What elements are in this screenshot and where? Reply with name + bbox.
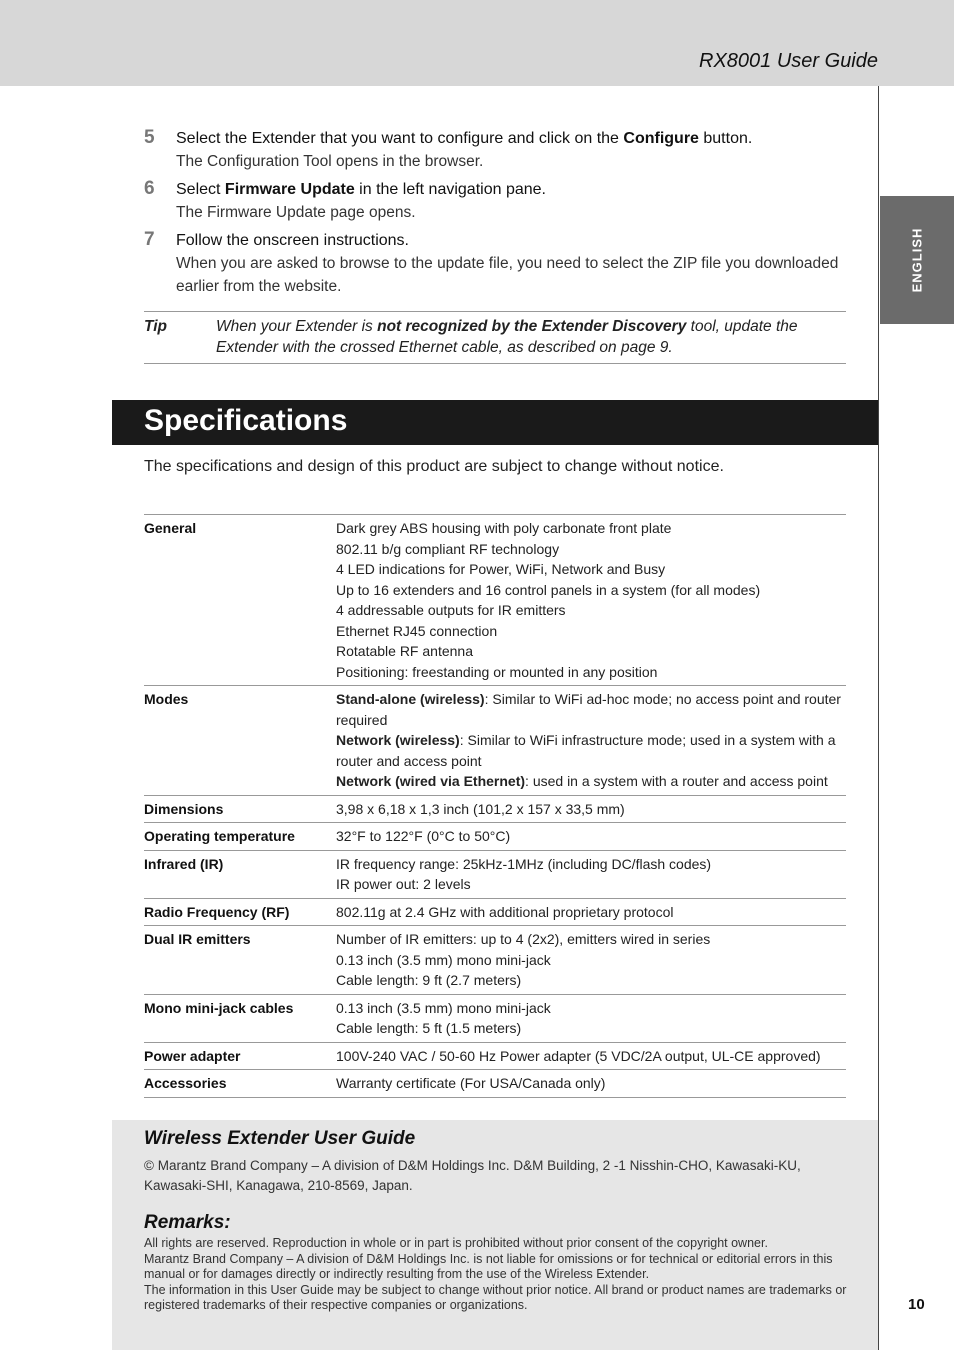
spec-row	[144, 686, 846, 796]
tip-text: When your Extender is not recognized by the Extender Discovery tool, update the Extender with the crossed Ethernet cable, as described on page 9.	[216, 318, 798, 356]
spec-key: Dimensions	[144, 795, 336, 823]
spec-line: Stand-alone (wireless): Similar to WiFi ad-hoc mode; no access point and router required	[336, 691, 841, 728]
step-5	[144, 128, 846, 173]
spec-value	[336, 1042, 846, 1070]
header-bar	[0, 0, 954, 86]
spec-line: IR frequency range: 25kHz-1MHz (including DC/flash codes)	[336, 855, 712, 872]
spec-line: 4 addressable outputs for IR emitters	[336, 602, 566, 618]
spec-row	[144, 994, 846, 1042]
step-result: The Configuration Tool opens in the browser.	[176, 153, 484, 170]
footer-heading: Wireless Extender User Guide	[144, 1128, 416, 1149]
spec-line: 4 LED indications for Power, WiFi, Network and Busy	[336, 561, 666, 577]
section-banner	[112, 400, 878, 445]
remarks-text: All rights are reserved. Reproduction in whole or in part is prohibited without prior consent of the copyright owner. Marantz Brand Company – A division of D&M Holdings Inc. is not liable for omissions or for technical or editorial errors in this manual or for damages directly or indirectly resulting from the use of the Wireless Extender. The information in this User Guide may be subject to change without prior notice. All brand or product names are trademarks or registered trademarks of their respective companies or organizations.	[144, 1236, 847, 1312]
guide-title: RX8001 User Guide	[699, 50, 878, 72]
spec-value	[336, 898, 846, 926]
spec-line: Positioning: freestanding or mounted in any position	[336, 663, 658, 680]
step-7	[144, 230, 846, 298]
language-tab	[880, 196, 954, 324]
spec-key: Power adapter	[144, 1042, 336, 1070]
step-instruction: Select the Extender that you want to configure and click on the Configure button.	[176, 130, 753, 147]
spec-key: Modes	[144, 686, 336, 796]
spec-value	[336, 1070, 846, 1098]
spec-row	[144, 1042, 846, 1070]
step-instruction: Follow the onscreen instructions.	[176, 232, 409, 249]
spec-line: IR power out: 2 levels	[336, 876, 471, 892]
section-title: Specifications	[144, 404, 348, 437]
specs-notice: The specifications and design of this product are subject to change without notice.	[144, 458, 724, 475]
spec-row	[144, 898, 846, 926]
margin-rule	[878, 86, 879, 1350]
spec-line: 100V-240 VAC / 50-60 Hz Power adapter (5 VDC/2A output, UL-CE approved)	[336, 1047, 821, 1064]
spec-line: Network (wired via Ethernet): used in a system with a router and access point	[336, 773, 828, 789]
spec-key: Infrared (IR)	[144, 850, 336, 898]
spec-line: Number of IR emitters: up to 4 (2x2), emitters wired in series	[336, 931, 711, 947]
copyright-text: © Marantz Brand Company – A division of D&M Holdings Inc. D&M Building, 2 -1 Nisshin-CHO, Kawasaki-KU, Kawasaki-SHI, Kanagawa, 210-8569, Japan.	[144, 1158, 801, 1193]
spec-value	[336, 994, 846, 1042]
specs-table	[144, 514, 846, 1098]
spec-key: Accessories	[144, 1070, 336, 1098]
step-result: When you are asked to browse to the update file, you need to select the ZIP file you downloaded earlier from the website.	[176, 255, 839, 295]
page-number: 10	[908, 1296, 925, 1313]
spec-value	[336, 515, 846, 686]
step-result: The Firmware Update page opens.	[176, 204, 416, 221]
spec-key: General	[144, 515, 336, 686]
spec-line: Up to 16 extenders and 16 control panels in a system (for all modes)	[336, 581, 761, 598]
spec-value	[336, 850, 846, 898]
spec-line: 3,98 x 6,18 x 1,3 inch (101,2 x 157 x 33,5 mm)	[336, 800, 625, 817]
tip-box	[144, 311, 846, 364]
spec-line: Cable length: 9 ft (2.7 meters)	[336, 972, 522, 988]
spec-row	[144, 795, 846, 823]
step-number: 6	[144, 178, 155, 199]
spec-row	[144, 1070, 846, 1098]
spec-line: Rotatable RF antenna	[336, 643, 473, 659]
spec-line: Ethernet RJ45 connection	[336, 622, 498, 639]
footer-panel	[112, 1120, 878, 1350]
spec-line: 802.11g at 2.4 GHz with additional proprietary protocol	[336, 903, 674, 920]
spec-line: Warranty certificate (For USA/Canada only)	[336, 1075, 606, 1091]
spec-row	[144, 926, 846, 995]
steps-list	[144, 128, 846, 304]
spec-key: Radio Frequency (RF)	[144, 898, 336, 926]
spec-value	[336, 926, 846, 995]
spec-value	[336, 795, 846, 823]
spec-line: 0.13 inch (3.5 mm) mono mini-jack	[336, 999, 551, 1016]
spec-value	[336, 823, 846, 851]
tip-label: Tip	[144, 318, 167, 335]
spec-line: 802.11 b/g compliant RF technology	[336, 540, 560, 557]
spec-line: Cable length: 5 ft (1.5 meters)	[336, 1020, 522, 1036]
spec-key: Operating temperature	[144, 823, 336, 851]
language-tab-label: ENGLISH	[909, 227, 925, 293]
spec-line: Dark grey ABS housing with poly carbonate front plate	[336, 520, 672, 536]
spec-line: 32°F to 122°F (0°C to 50°C)	[336, 828, 511, 844]
spec-row	[144, 850, 846, 898]
spec-row	[144, 515, 846, 686]
step-instruction: Select Firmware Update in the left navigation pane.	[176, 181, 546, 198]
spec-key: Mono mini-jack cables	[144, 994, 336, 1042]
spec-line: Network (wireless): Similar to WiFi infrastructure mode; used in a system with a router and access point	[336, 732, 836, 769]
spec-line: 0.13 inch (3.5 mm) mono mini-jack	[336, 951, 551, 968]
step-6	[144, 179, 846, 224]
step-number: 7	[144, 229, 155, 250]
spec-key: Dual IR emitters	[144, 926, 336, 995]
spec-value	[336, 686, 846, 796]
spec-row	[144, 823, 846, 851]
remarks-heading: Remarks:	[144, 1212, 231, 1233]
step-number: 5	[144, 127, 155, 148]
